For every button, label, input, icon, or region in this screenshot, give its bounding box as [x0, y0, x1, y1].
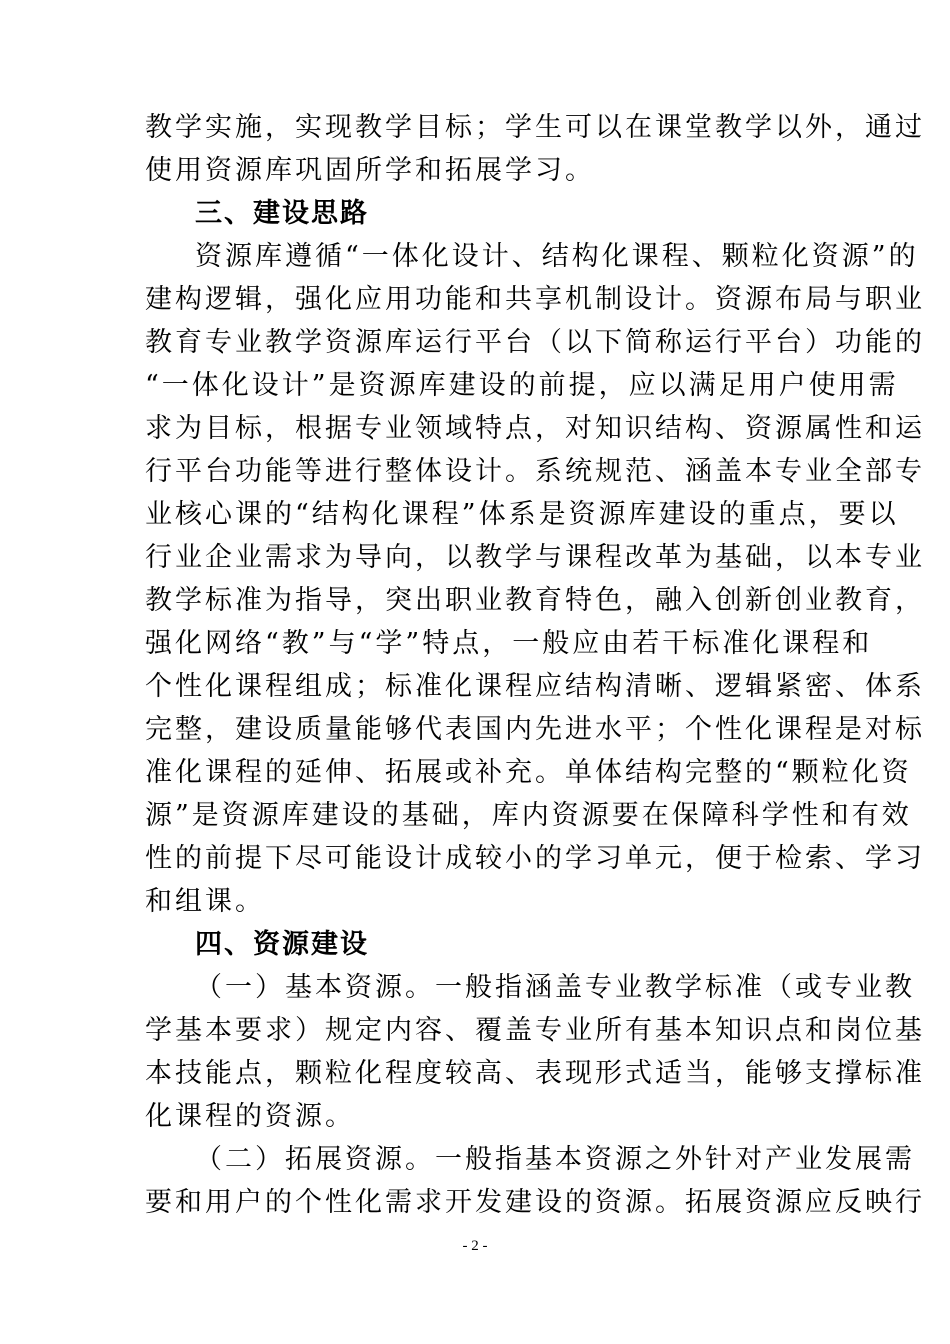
section-heading: 四、资源建设: [195, 929, 369, 960]
text-line: 性的前提下尽可能设计成较小的学习单元，便于检索、学习: [145, 843, 925, 874]
text-line: 化课程的资源。: [145, 1101, 355, 1132]
text-line: 和组课。: [145, 886, 265, 917]
text-line: 教学标准为指导，突出职业教育特色，融入创新创业教育，: [145, 585, 925, 616]
text-line: 业核心课的“结构化课程”体系是资源库建设的重点，要以: [145, 499, 899, 530]
text-line: 学基本要求）规定内容、覆盖专业所有基本知识点和岗位基: [145, 1015, 925, 1046]
text-line: 使用资源库巩固所学和拓展学习。: [145, 155, 595, 186]
text-line: 求为目标，根据专业领域特点，对知识结构、资源属性和运: [145, 413, 925, 444]
text-line: 源”是资源库建设的基础，库内资源要在保障科学性和有效: [145, 800, 912, 831]
text-line: 教学实施，实现教学目标；学生可以在课堂教学以外，通过: [145, 112, 925, 143]
paragraph-first-line: （二）拓展资源。一般指基本资源之外针对产业发展需: [195, 1144, 915, 1175]
text-line: 建构逻辑，强化应用功能和共享机制设计。资源布局与职业: [145, 284, 925, 315]
text-line: 强化网络“教”与“学”特点，一般应由若干标准化课程和: [145, 628, 873, 659]
text-line: 个性化课程组成；标准化课程应结构清晰、逻辑紧密、体系: [145, 671, 925, 702]
text-line: 教育专业教学资源库运行平台（以下简称运行平台）功能的: [145, 327, 925, 358]
paragraph-first-line: 资源库遵循“一体化设计、结构化课程、颗粒化资源”的: [195, 241, 919, 272]
text-line: 行业企业需求为导向，以教学与课程改革为基础，以本专业: [145, 542, 925, 573]
text-line: 准化课程的延伸、拓展或补充。单体结构完整的“颗粒化资: [145, 757, 912, 788]
paragraph-first-line: （一）基本资源。一般指涵盖专业教学标准（或专业教: [195, 972, 915, 1003]
section-heading: 三、建设思路: [195, 198, 369, 229]
text-line: 本技能点，颗粒化程度较高、表现形式适当，能够支撑标准: [145, 1058, 925, 1089]
text-line: 完整，建设质量能够代表国内先进水平；个性化课程是对标: [145, 714, 925, 745]
text-line: 行平台功能等进行整体设计。系统规范、涵盖本专业全部专: [145, 456, 925, 487]
page-number: - 2 -: [462, 1238, 488, 1254]
text-line: 要和用户的个性化需求开发建设的资源。拓展资源应反映行: [145, 1187, 925, 1218]
text-line: “一体化设计”是资源库建设的前提，应以满足用户使用需: [145, 370, 899, 401]
